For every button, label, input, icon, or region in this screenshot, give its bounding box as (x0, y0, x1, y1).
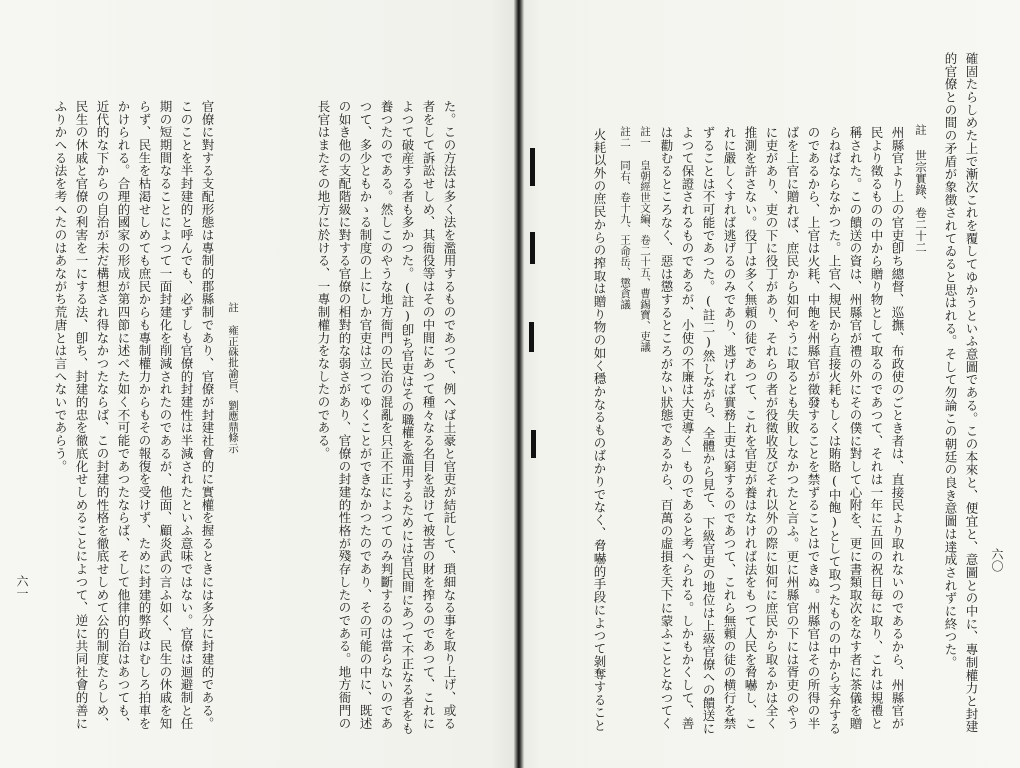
right-para-opening: 確固たらしめた上で漸次これを覆してゆかうといふ意圖である。この本來と、便宜と、意圖との中に、專制權力と封建的官僚との間の矛盾が象徴されてゐると思はれる。そして勿論この朝廷の良き意圖は達成されずに終つた。 (943, 52, 979, 734)
left-para-closing: 官僚に對する支配形態は專制的郡縣制であり、官僚が封建社會的に實權を握るときには多分に封建的である。このことを半封建的と呼んでも、必ずしも官僚的封建性は半減されたといふ意味ではない。官僚は迴避制と任期の短期間なることによつて一面封建化を削減されたのであるが、他面、顧炎武の言ふ如く、民生の休戚を知らず、民生を枯渇せしめても庶民からも專制權力からもその報復を受けず、ために封建的弊政はむしろ拍車をかけられる。合理的國家の形成が第四節に述べた如く不可能であつたならば、そして他律的自治はあつても、近代的な下からの自治が未だ構想され得なかつたならば、この封建的性格を徹底せしめて公的制度たらしめ、民生の休戚と官僚の利害を一にする法、卽ち、封建的忠を徹底化せしめることによつて、逆に共同社會的善にふりかへる法を考へたのはあながち荒唐とは言へないであらう。 (53, 100, 215, 730)
left-note: 註 雍正硃批諭旨、劉應鼎條示 (227, 302, 239, 454)
right-page (536, 0, 1020, 768)
left-para-main: た。この方法は多く法を濫用するものであつて、例へば土豪と官吏が結託して、瑣細なる事を取り上げ、或る者をして訴訟せしめ、其衙役等はその中間にあつて種々なる名目を設けて被害の財を搾るのであつて、これによつて破産する者も多かつた。(註)卽ち官吏はその職權を濫用するためには官民間にあつて不正なる者をも養つたのである。然しこのやうな地方衙門の民治の混亂を只正不正によつてのみ判斷するのは當らないのであつて、多少ともかゝる制度の上にしか官吏は立つてゆくことができなかつたのであり、その可能の中に、既述の如き他の支配階級に對する官僚の相對的な弱さがあり、官僚の封建的性格が殘存したのである。地方衙門の長官はまたその地方に於ける、一專制權力をなしたのである。 (316, 100, 457, 735)
right-para-closing: 火耗以外の庶民からの搾取は贈り物の如く穩かなるものばかりでなく、脅嚇的手段によつて剝奪すること (592, 128, 607, 732)
gutter-mark (531, 430, 536, 458)
gutter-mark (530, 148, 535, 186)
right-para-main: 州縣官より上の官吏卽ち總督、巡撫、布政使のごとき者は、直接民より取れないのであるから、州縣官が民より徵るものの中から贈り物として取るのであつて、それは一年に五回の祝日毎に取り、これは規禮と稱された。この饋送の資は、州縣官が禮の外にその僕に對して心附を、更に書類取次をなす者に茶儀を贈らねばならなかつた。上官へ規民から直接火耗もしくは賄賂(中飽)として取つたものの中から支弁するのであるから、上官は火耗、中飽を州縣官が徵發することを禁ずることはできぬ。州縣官はその所得の半ばを上官に贈れば、庶民から如何やうに取るとも失敗しなかつたと言ふ。更に州縣官の下には胥吏のやうに吏があり、吏の下に役丁があり、それらの者が役徵收及びそれ以外の際に如何に庶民から取るかは全く推測を許さない。役丁は多く無頼の徒であつて、これを官吏が養はなければ法をもつて人民を脅嚇し、これに嚴しくすれば逃げるのみであり、逃げれば實務上吏は窮するのであつて、これら無頼の徒の横行を禁ずることは不可能であつた。(註二)然しながら、全體から見て、下級官吏の地位は上級官僚への饋送によつて保證されるものであるが、小使の不廉は大吏導く」ものであると考へられる。しかもかくして、善は勸むるところなく、惡は懲するところがない狀態であるから、百萬の虛損を天下に蒙ふこととなつてく (659, 126, 905, 735)
right-note-1: 註 世宗實錄、卷二十二 (914, 124, 928, 253)
left-page-number: 六一 (15, 575, 29, 599)
gutter-mark (530, 232, 535, 264)
gutter-shadow (514, 0, 524, 768)
left-page (0, 0, 500, 768)
right-note-3: 註二 同右、卷十九、王命岳、懲貪議 (619, 126, 631, 310)
right-page-number: 六〇 (990, 548, 1004, 572)
gutter-mark (529, 322, 534, 352)
right-note-2: 註一 皇朝經世文編、卷二十五、曹錫寶、吏議 (639, 126, 651, 353)
book-gutter (500, 0, 536, 768)
